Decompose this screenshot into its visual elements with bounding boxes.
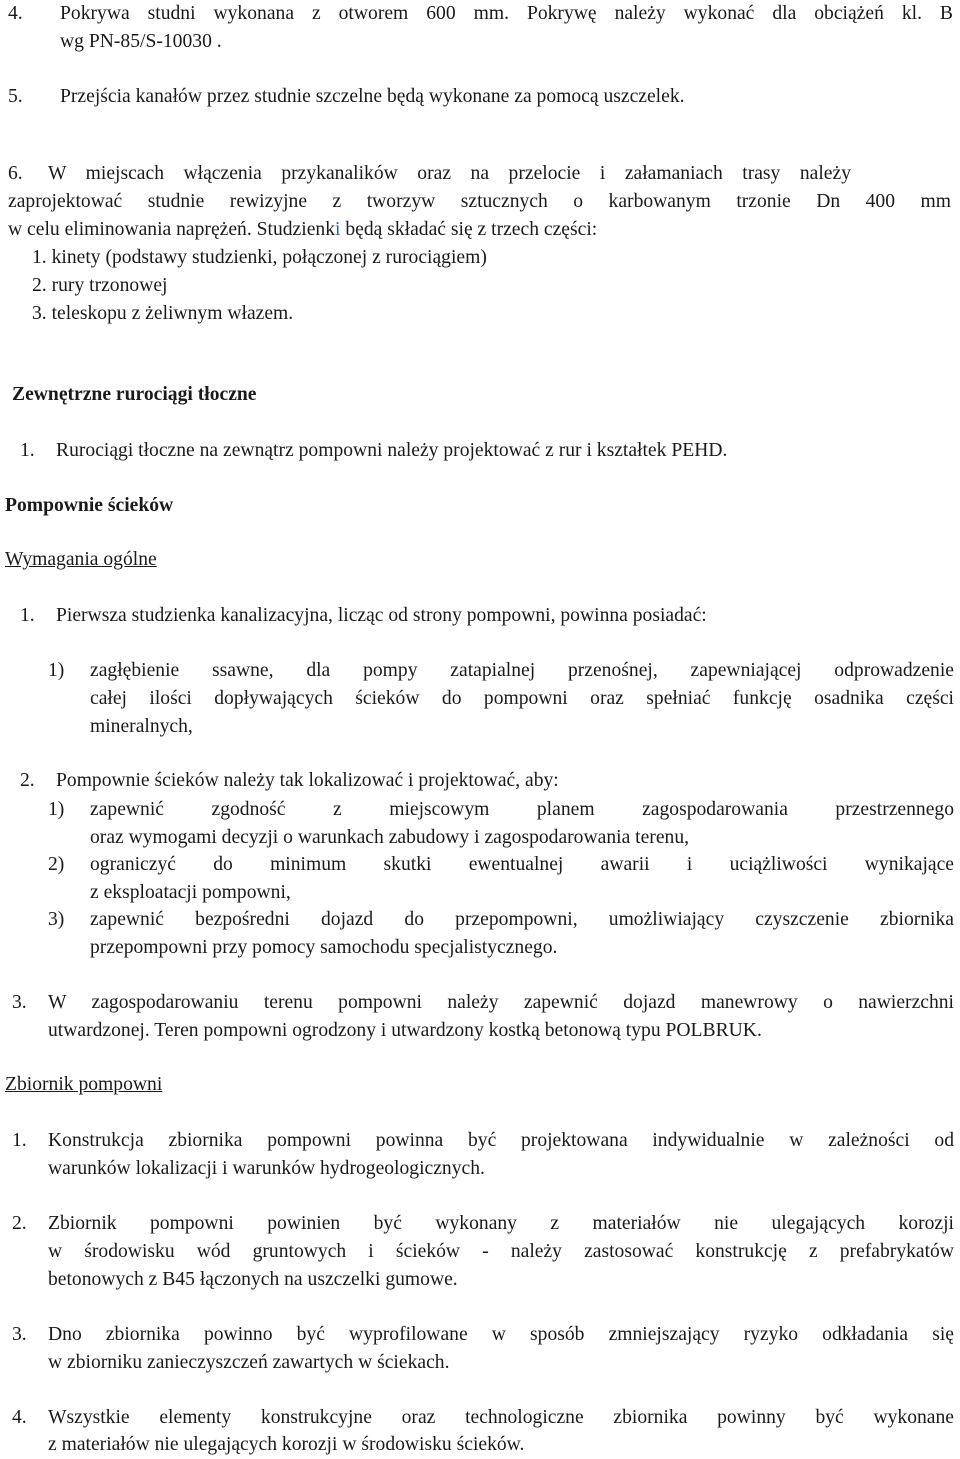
- item-6-line-2: zaprojektować studnie rewizyjne z tworzyw sztucznych o karbowanym trzonie Dn 400 mm: [8, 191, 951, 212]
- pompownie-item-1-number: 1.: [20, 605, 35, 626]
- item-6-sub-2: 2. rury trzonowej: [32, 275, 168, 296]
- item-6-sub-3: 3. teleskopu z żeliwnym włazem.: [32, 303, 294, 324]
- item-4-line-1: Pokrywa studni wykonana z otworem 600 mm. Pokrywę należy wykonać dla obciążeń kl. B: [60, 3, 953, 24]
- pompownie-item-3-number: 3.: [12, 992, 27, 1013]
- pompownie-item-2: Pompownie ścieków należy tak lokalizować i projektować, aby:: [56, 770, 559, 791]
- zbiornik-item-2-line-1: Zbiornik pompowni powinien być wykonany z materiałów nie ulegających korozji: [48, 1213, 954, 1234]
- zbiornik-item-2-line-3: betonowych z B45 łączonych na uszczelki gumowe.: [48, 1269, 458, 1290]
- zbiornik-item-2-line-2: w środowisku wód gruntowych i ścieków - należy zastosować konstrukcję z prefabrykatów: [48, 1241, 954, 1262]
- rurociagi-item-1-number: 1.: [20, 440, 35, 461]
- zbiornik-item-3-number: 3.: [12, 1324, 27, 1345]
- zbiornik-item-3-line-2: w zbiorniku zanieczyszczeń zawartych w ściekach.: [48, 1352, 450, 1373]
- pompownie-item-1-sub-1-line-2: całej ilości dopływających ścieków do pompowni oraz spełniać funkcję osadnika części: [90, 688, 954, 709]
- zbiornik-item-1-line-1: Konstrukcja zbiornika pompowni powinna być projektowana indywidualnie w zależności od: [48, 1130, 954, 1151]
- pompownie-item-2-sub-1-line-1: zapewnić zgodność z miejscowym planem zagospodarowania przestrzennego: [90, 799, 954, 820]
- pompownie-item-3-line-1: W zagospodarowaniu terenu pompowni należy zapewnić dojazd manewrowy o nawierzchni: [48, 992, 954, 1013]
- pompownie-item-2-sub-2-line-2: z eksploatacji pompowni,: [90, 882, 291, 903]
- section-heading-pompownie: Pompownie ścieków: [5, 495, 174, 516]
- pompownie-item-2-sub-2-line-1: ograniczyć do minimum skutki ewentualnej awarii i uciążliwości wynikające: [90, 854, 954, 875]
- pompownie-item-2-number: 2.: [20, 770, 35, 791]
- zbiornik-item-4-line-2: z materiałów nie ulegających korozji w środowisku ścieków.: [48, 1434, 525, 1455]
- pompownie-item-1-sub-1-line-1: zagłębienie ssawne, dla pompy zatapialnej przenośnej, zapewniającej odprowadzenie: [90, 660, 954, 681]
- pompownie-item-2-sub-3-line-2: przepompowni przy pomocy samochodu specjalistycznego.: [90, 937, 558, 958]
- zbiornik-item-3-line-1: Dno zbiornika powinno być wyprofilowane w sposób zmniejszający ryzyko odkładania się: [48, 1324, 954, 1345]
- item-6-line-3-text-c: będą składać się z trzech części:: [340, 219, 598, 240]
- pompownie-item-2-sub-2-number: 2): [48, 854, 65, 875]
- item-6-line-3-highlight: i: [335, 219, 341, 240]
- pompownie-item-1: Pierwsza studzienka kanalizacyjna, licząc od strony pompowni, powinna posiadać:: [56, 605, 707, 626]
- pompownie-item-3-line-2: utwardzonej. Teren pompowni ogrodzony i utwardzony kostką betonową typu POLBRUK.: [48, 1020, 762, 1041]
- zbiornik-item-2-number: 2.: [12, 1213, 27, 1234]
- item-5-line-1: Przejścia kanałów przez studnie szczelne będą wykonane za pomocą uszczelek.: [60, 86, 685, 107]
- zbiornik-item-1-number: 1.: [12, 1130, 27, 1151]
- item-4-number: 4.: [8, 3, 23, 24]
- pompownie-item-2-sub-3-number: 3): [48, 909, 65, 930]
- item-6-number: 6.: [8, 163, 23, 184]
- pompownie-item-2-sub-3-line-1: zapewnić bezpośredni dojazd do przepompowni, umożliwiający czyszczenie zbiornika: [90, 909, 954, 930]
- rurociagi-item-1: Rurociągi tłoczne na zewnątrz pompowni należy projektować z rur i kształtek PEHD.: [56, 440, 728, 461]
- item-6-line-3-text-a: w celu eliminowania naprężeń. Studzienk: [8, 219, 335, 240]
- item-6-line-3: [8, 216, 597, 244]
- item-5-number: 5.: [8, 86, 23, 107]
- zbiornik-item-4-number: 4.: [12, 1407, 27, 1428]
- pompownie-item-1-sub-1-number: 1): [48, 660, 65, 681]
- zbiornik-item-1-line-2: warunków lokalizacji i warunków hydrogeologicznych.: [48, 1158, 485, 1179]
- item-6-sub-1: 1. kinety (podstawy studzienki, połączonej z rurociągiem): [32, 247, 487, 268]
- zbiornik-item-4-line-1: Wszystkie elementy konstrukcyjne oraz technologiczne zbiornika powinny być wykonane: [48, 1407, 954, 1428]
- pompownie-item-1-sub-1-line-3: mineralnych,: [90, 716, 193, 737]
- item-6-line-1: W miejscach włączenia przykanalików oraz na przelocie i załamaniach trasy należy: [48, 163, 851, 184]
- subheading-wymagania: Wymagania ogólne: [5, 549, 157, 570]
- pompownie-item-2-sub-1-line-2: oraz wymogami decyzji o warunkach zabudowy i zagospodarowania terenu,: [90, 827, 690, 848]
- subheading-zbiornik: Zbiornik pompowni: [5, 1074, 163, 1095]
- pompownie-item-2-sub-1-number: 1): [48, 799, 65, 820]
- section-heading-rurociagi: Zewnętrzne rurociągi tłoczne: [12, 384, 257, 405]
- item-4-line-2: wg PN-85/S-10030 .: [60, 31, 222, 52]
